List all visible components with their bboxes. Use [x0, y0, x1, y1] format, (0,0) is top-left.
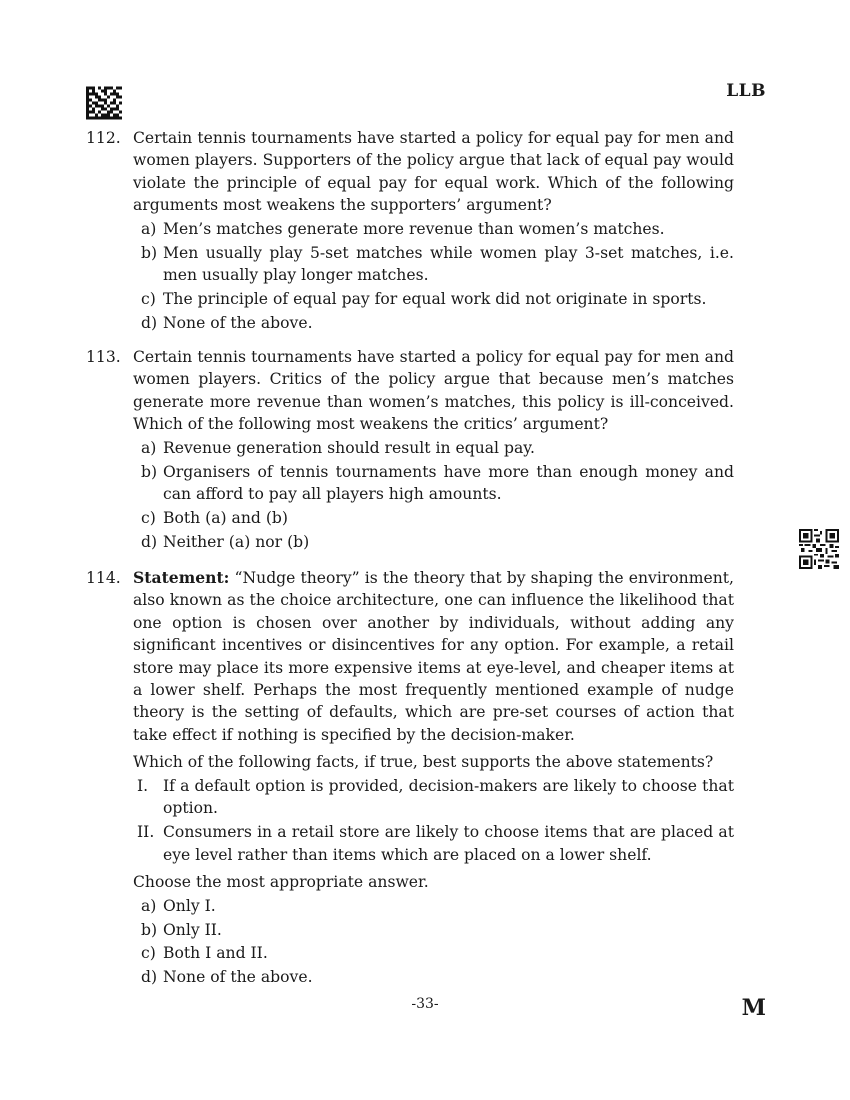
- option-a: [133, 218, 734, 240]
- option-text: None of the above.: [163, 968, 313, 987]
- answer-instruction: Choose the most appropriate answer.: [133, 873, 429, 892]
- option-text: Men usually play 5-set matches while women play 3-set matches, i.e. men usually play longer matches.: [163, 243, 734, 285]
- statement-key: I.: [137, 777, 149, 796]
- option-c: [133, 288, 734, 310]
- statement-ii: [133, 821, 734, 866]
- option-b: [133, 919, 734, 941]
- header-barcode-icon: [86, 86, 122, 120]
- option-d: [133, 531, 734, 553]
- statement-item-text: Consumers in a retail store are likely to choose items that are placed at eye level rather than items which are placed on a lower shelf.: [163, 823, 734, 864]
- question-prompt: Which of the following facts, if true, best supports the above statements?: [133, 753, 714, 772]
- question-number: 113.: [86, 348, 121, 366]
- question-number: 114.: [86, 569, 121, 587]
- set-code: M: [741, 995, 766, 1021]
- option-b: [133, 242, 734, 287]
- question-text: Certain tennis tournaments have started a policy for equal pay for men and women players. Critics of the policy argue that because men’s matches generate more revenue than women’s matches, this policy is ill-conceived. Which of the following most weakens the critics’ argument?: [133, 348, 734, 434]
- page-number: -33-: [411, 996, 439, 1012]
- option-text: Only I.: [163, 896, 216, 915]
- option-key: a): [141, 896, 157, 915]
- option-text: Both I and II.: [163, 944, 268, 963]
- option-key: a): [141, 439, 157, 458]
- option-b: [133, 461, 734, 506]
- statements-list: [133, 775, 734, 866]
- question-112: [86, 127, 734, 336]
- option-key: c): [141, 290, 156, 309]
- option-a: [133, 895, 734, 917]
- option-key: c): [141, 509, 156, 528]
- statement-paragraph: [133, 567, 734, 746]
- option-c: [133, 507, 734, 529]
- options-list: [133, 895, 734, 989]
- options-list: [133, 218, 734, 334]
- paper-code: LLB: [726, 81, 766, 101]
- question-113: [86, 346, 734, 555]
- option-key: b): [141, 243, 158, 262]
- option-key: c): [141, 944, 156, 963]
- options-list: [133, 437, 734, 553]
- option-key: b): [141, 920, 158, 939]
- option-text: None of the above.: [163, 313, 313, 332]
- question-number: 112.: [86, 129, 121, 147]
- statement-key: II.: [137, 823, 155, 842]
- option-text: Only II.: [163, 920, 222, 939]
- option-text: Organisers of tennis tournaments have more than enough money and can afford to pay all players high amounts.: [163, 462, 734, 504]
- statement-lead: Statement:: [133, 568, 230, 587]
- option-d: [133, 966, 734, 988]
- option-d: [133, 312, 734, 334]
- option-a: [133, 437, 734, 459]
- option-key: d): [141, 532, 158, 551]
- option-c: [133, 942, 734, 964]
- option-text: The principle of equal pay for equal work did not originate in sports.: [163, 290, 707, 309]
- option-text: Men’s matches generate more revenue than women’s matches.: [163, 220, 665, 239]
- option-text: Revenue generation should result in equal pay.: [163, 439, 535, 458]
- statement-i: [133, 775, 734, 820]
- question-114: [86, 567, 734, 990]
- option-text: Neither (a) nor (b): [163, 532, 310, 551]
- qr-code-icon: [799, 529, 839, 569]
- statement-text: “Nudge theory” is the theory that by shaping the environment, also known as the choice architecture, one can influence the likelihood that one option is chosen over another by individuals, without adding any significant incentives or disincentives for any option. For example, a retail store may place its more expensive items at eye-level, and cheaper items at a lower shelf. Perhaps the most frequently mentioned example of nudge theory is the setting of defaults, which are pre-set courses of action that take effect if nothing is specified by the decision-maker.: [133, 569, 734, 744]
- option-key: d): [141, 968, 158, 987]
- question-text: Certain tennis tournaments have started a policy for equal pay for men and women players. Supporters of the policy argue that lack of equal pay would violate the principle of equal pay for equal work. Which of the following arguments most weakens the supporters’ argument?: [133, 129, 734, 215]
- option-key: b): [141, 462, 158, 481]
- option-text: Both (a) and (b): [163, 509, 288, 528]
- statement-item-text: If a default option is provided, decision-makers are likely to choose that option.: [163, 777, 734, 818]
- option-key: a): [141, 220, 157, 239]
- option-key: d): [141, 313, 158, 332]
